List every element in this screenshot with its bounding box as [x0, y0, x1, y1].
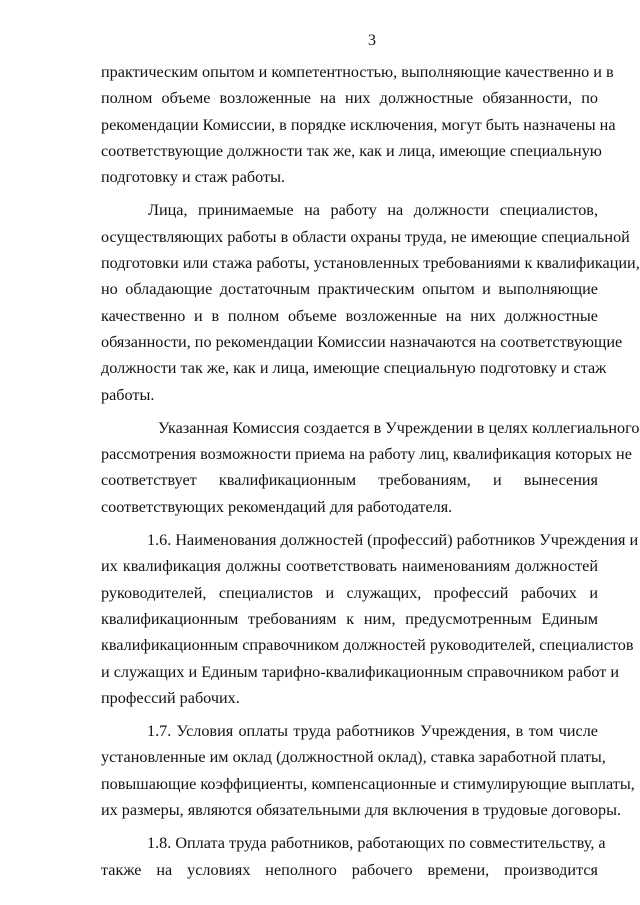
- text-line: 1.8. Оплата труда работников, работающих по совместительству, а: [147, 834, 606, 853]
- document-body: [101, 59, 640, 890]
- page-number: 3: [368, 32, 376, 49]
- paragraph-commission: [101, 415, 640, 520]
- text-line: 1.7. Условия оплаты труда работников Учреждения, в том числе: [147, 722, 598, 741]
- text-line: повышающие коэффициенты, компенсационные и стимулирующие выплаты,: [101, 774, 635, 793]
- text-line: осуществляющих работы в области охраны труда, не имеющие специальной: [101, 227, 630, 246]
- text-line: полном объеме возложенные на них должностные обязанности, по: [101, 89, 598, 108]
- text-line: должности так же, как и лица, имеющие специальную подготовку и стаж: [101, 359, 607, 378]
- paragraph-1-6: [101, 527, 639, 711]
- paragraph-1-8: [101, 830, 606, 883]
- text-line: Лица, принимаемые на работу на должности специалистов,: [148, 201, 598, 220]
- text-line: также на условиях неполного рабочего времени, производится: [101, 860, 598, 879]
- text-line: рассмотрения возможности приема на работу лиц, квалификация которых не: [101, 445, 632, 464]
- paragraph-1-7: [101, 718, 635, 823]
- text-line: соответствующие должности так же, как и лица, имеющие специальную: [101, 141, 602, 160]
- text-line: установленные им оклад (должностной оклад), ставка заработной платы,: [101, 748, 606, 767]
- text-line: но обладающие достаточным практическим опытом и выполняющие: [101, 280, 598, 299]
- text-line: профессий рабочих.: [101, 688, 240, 707]
- text-line: квалификационным требованиям к ним, предусмотренным Единым: [101, 609, 598, 628]
- text-line: Указанная Комиссия создается в Учреждении в целях коллегиального: [158, 418, 640, 437]
- text-line: квалификационным справочником должностей руководителей, специалистов: [101, 636, 634, 655]
- text-line: работы.: [101, 385, 155, 404]
- text-line: практическим опытом и компетентностью, выполняющие качественно и в: [101, 63, 614, 81]
- text-line: их квалификация должны соответствовать наименованиям должностей: [101, 557, 598, 576]
- text-line: соответствующих рекомендаций для работодателя.: [101, 497, 453, 516]
- text-line: рекомендации Комиссии, в порядке исключения, могут быть назначены на: [101, 115, 616, 134]
- paragraph-persons-hired: [101, 197, 640, 407]
- text-line: соответствует квалификационным требованиям, и вынесения: [101, 471, 598, 490]
- text-line: 1.6. Наименования должностей (профессий) работников Учреждения и: [147, 531, 639, 550]
- text-line: руководителей, специалистов и служащих, профессий рабочих и: [101, 583, 598, 602]
- text-line: подготовку и стаж работы.: [101, 168, 285, 187]
- text-line: их размеры, являются обязательными для включения в трудовые договоры.: [101, 801, 622, 820]
- text-line: качественно и в полном объеме возложенные на них должностные: [101, 306, 598, 325]
- paragraph-continuation: [101, 59, 616, 190]
- text-line: обязанности, по рекомендации Комиссии назначаются на соответствующие: [101, 332, 623, 351]
- text-line: и служащих и Единым тарифно-квалификационным справочником работ и: [101, 662, 619, 681]
- text-line: подготовки или стажа работы, установленных требованиями к квалификации,: [101, 254, 640, 273]
